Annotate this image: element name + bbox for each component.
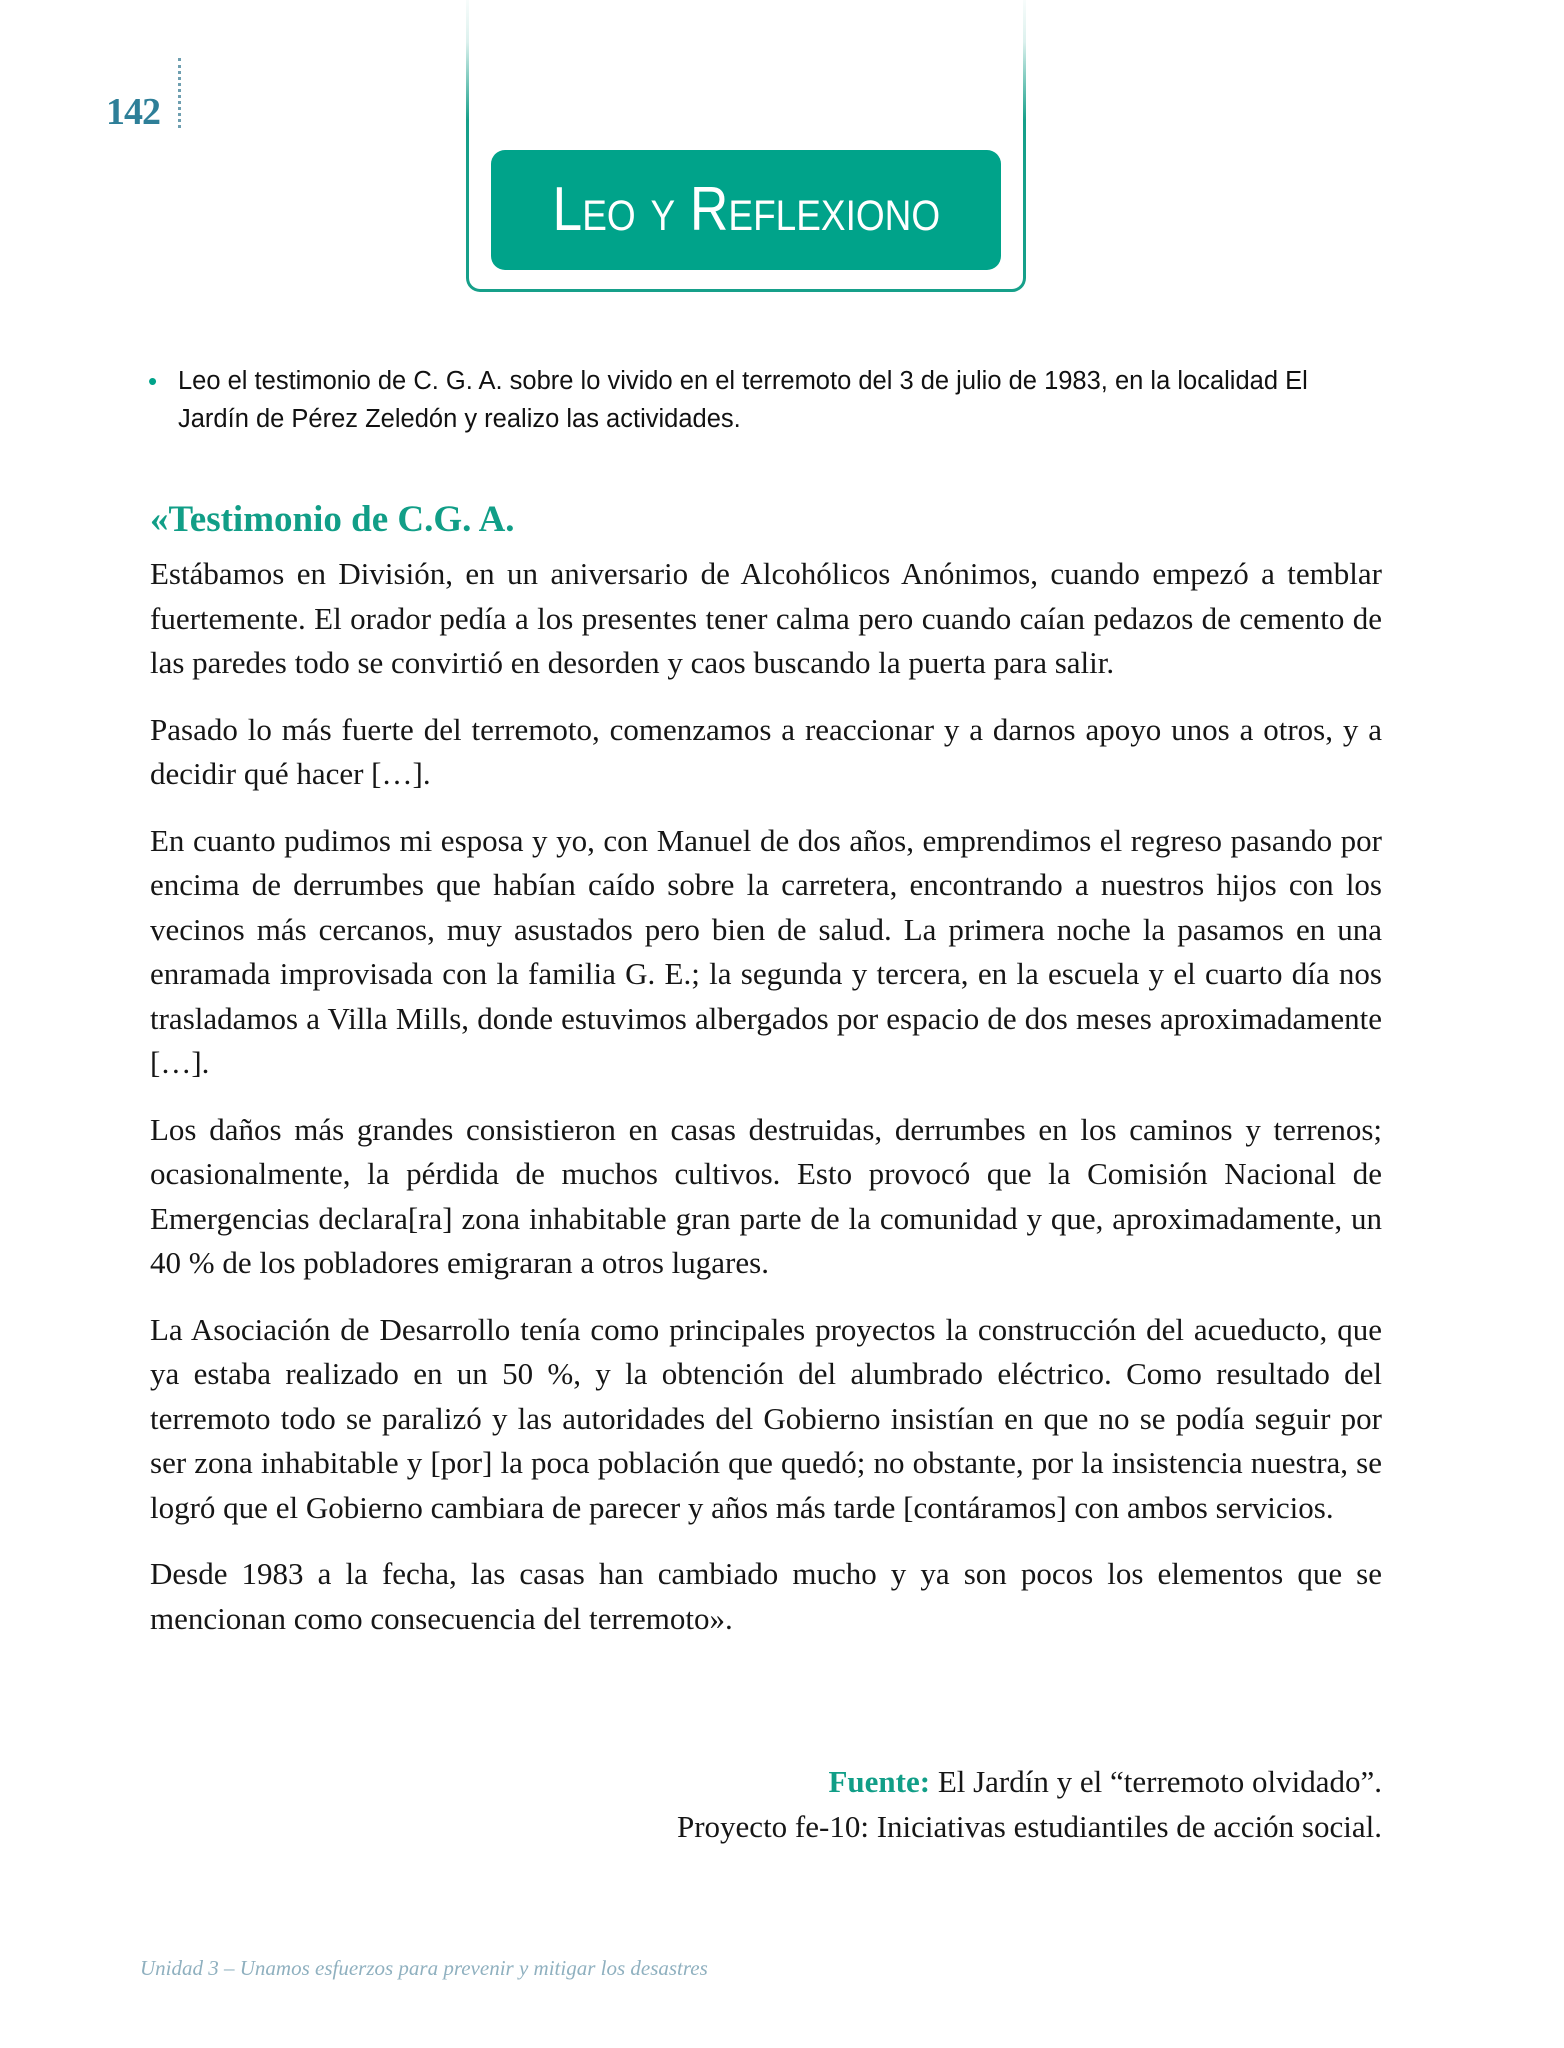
source-title: El Jardín y el “terremoto olvidado”.: [930, 1764, 1382, 1799]
testimony-article: [150, 498, 1382, 1663]
activity-instruction: [148, 362, 1378, 438]
testimony-paragraph: Los daños más grandes consistieron en casas destruidas, derrumbes en los caminos y terrenos; ocasionalmente, la pérdida de muchos cultivos. Esto provocó que la Comisión Nacional de Emergencias declara[ra] zona inhabitable gran parte de la comunidad y que, aproximadamente, un 40 % de los pobladores emigraran a otros lugares.: [150, 1111, 1382, 1280]
source-line-1: [677, 1760, 1382, 1805]
source-label: Fuente:: [828, 1764, 931, 1799]
section-title: Leo y Reflexiono: [552, 175, 940, 244]
testimony-title: «Testimonio de C.G. A.: [150, 499, 515, 540]
bullet-icon: •: [148, 366, 158, 396]
testimony-paragraph: Desde 1983 a la fecha, las casas han cambiado mucho y ya son pocos los elementos que se mencionan como consecuencia del terremoto».: [150, 1556, 1382, 1636]
testimony-paragraph: Estábamos en División, en un aniversario de Alcohólicos Anónimos, cuando empezó a temblar fuertemente. El orador pedía a los presentes tener calma pero cuando caían pedazos de cemento de las paredes todo se convirtió en desorden y caos buscando la puerta para salir.: [150, 556, 1382, 680]
testimony-paragraph: En cuanto pudimos mi esposa y yo, con Manuel de dos años, emprendimos el regreso pasando por encima de derrumbes que habían caído sobre la carretera, encontrando a nuestros hijos con los vecinos más cercanos, muy asustados pero bien de salud. La primera noche la pasamos en una enramada improvisada con la familia G. E.; la segunda y tercera, en la escuela y el cuarto día nos trasladamos a Villa Mills, donde estuvimos albergados por espacio de dos meses aproximadamente […].: [150, 822, 1382, 1080]
testimony-paragraph: Pasado lo más fuerte del terremoto, comenzamos a reaccionar y a darnos apoyo unos a otros, y a decidir qué hacer […].: [150, 711, 1382, 791]
page-footer: Unidad 3 – Unamos esfuerzos para prevenir y mitigar los desastres: [140, 1956, 708, 1980]
source-line-2: Proyecto fe-10: Iniciativas estudiantiles de acción social.: [676, 1808, 1382, 1844]
testimony-paragraph: La Asociación de Desarrollo tenía como principales proyectos la construcción del acueducto, que ya estaba realizado en un 50 %, y la obtención del alumbrado eléctrico. Como resultado del terremoto todo se paralizó y las autoridades del Gobierno insistían en que no se podía seguir por ser zona inhabitable y [por] la poca población que quedó; no obstante, por la insistencia nuestra, se logró que el Gobierno cambiara de parecer y años más tarde [contáramos] con ambos servicios.: [150, 1311, 1382, 1525]
instruction-text: Leo el testimonio de C. G. A. sobre lo vivido en el terremoto del 3 de julio de 1983, en la localidad El Jardín de Pérez Zeledón y realizo las actividades.: [178, 367, 1308, 433]
source-citation: [677, 1760, 1382, 1849]
section-header-badge: [491, 150, 1001, 270]
page-number-divider: [178, 58, 181, 128]
page-number: 142: [106, 91, 160, 133]
